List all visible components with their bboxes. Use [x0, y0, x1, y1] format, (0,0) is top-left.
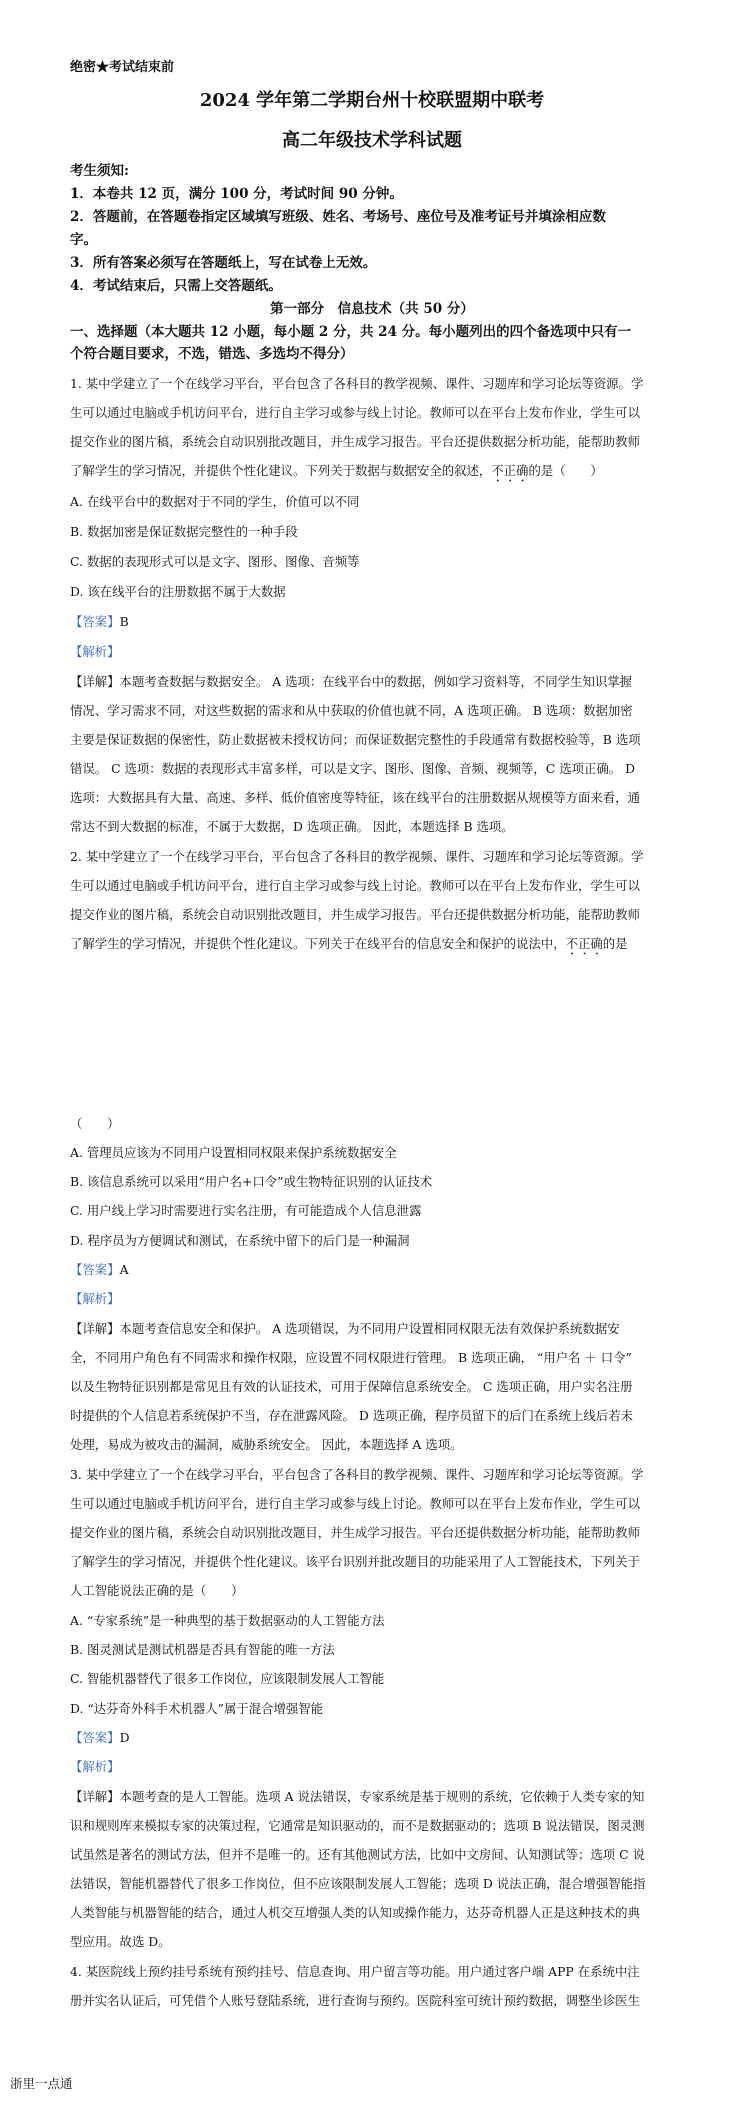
detail-line: 主要是保证数据的保密性，防止数据被未授权访问；而保证数据完整性的手段通常有数据校验等，B 选项 [70, 732, 641, 747]
analysis-label: 【解析】 [70, 1291, 120, 1306]
option-c: C. 智能机器替代了很多工作岗位，应该限制发展人工智能 [70, 1671, 385, 1686]
exam-subtitle: 高二年级技术学科试题 [282, 130, 462, 151]
exam-title: 2024 学年第二学期台州十校联盟期中联考 [199, 90, 545, 111]
question-stem: 4. 某医院线上预约挂号系统有预约挂号、信息查询、用户留言等功能。用户通过客户端 APP 在系统中注 [70, 1964, 640, 1979]
analysis-label: 【解析】 [70, 1759, 120, 1774]
notice-line: 2．答题前，在答题卷指定区域填写班级、姓名、考场号、座位号及准考证号并填涂相应数 [70, 209, 606, 225]
question-stem-last: 了解学生的学习情况，并提供个性化建议。下列关于在线平台的信息安全和保护的说法中，不正确的是 [70, 936, 628, 951]
answer-line [70, 1262, 129, 1278]
notice-line: 3．所有答案必须写在答题纸上，写在试卷上无效。 [70, 255, 377, 271]
section-heading: 一、选择题（本大题共 12 小题，每小题 2 分，共 24 分。每小题列出的四个备选项中只有一 [70, 324, 632, 340]
detail-line: 处理，易成为被攻击的漏洞，威胁系统安全。 因此，本题选择 A 选项。 [70, 1437, 463, 1452]
question-stem-last: 了解学生的学习情况，并提供个性化建议。下列关于数据与数据安全的叙述，不正确的是（ ） [70, 463, 603, 478]
detail-line: 【详解】本题考查信息安全和保护。 A 选项错误，为不同用户设置相同权限无法有效保护系统数据安 [70, 1321, 620, 1336]
option-c: C. 数据的表现形式可以是文字、图形、图像、音频等 [70, 554, 360, 569]
notice-line: 4．考试结束后，只需上交答题纸。 [70, 278, 282, 294]
notice-title: 考生须知: [70, 163, 129, 179]
emphasis-text: 不正确 [565, 936, 603, 951]
question-stem: 2. 某中学建立了一个在线学习平台，平台包含了各科目的教学视频、课件、习题库和学习论坛等资源。学 [70, 849, 644, 864]
question-stem: 人工智能说法正确的是（ ） [70, 1583, 244, 1598]
answer-line [70, 1730, 130, 1746]
question-stem: 提交作业的图片稿，系统会自动识别批改题目，并生成学习报告。平台还提供数据分析功能，能帮助教师 [70, 1525, 640, 1540]
option-b: B. 图灵测试是测试机器是否具有智能的唯一方法 [70, 1642, 335, 1657]
analysis-label: 【解析】 [70, 644, 120, 659]
watermark-text: 浙里一点通 [10, 2076, 73, 2091]
detail-line: 时提供的个人信息若系统保护不当，存在泄露风险。 D 选项正确，程序员留下的后门在系统上线后若未 [70, 1408, 633, 1423]
option-b: B. 该信息系统可以采用“用户名+口令”或生物特征识别的认证技术 [70, 1174, 433, 1189]
question-stem: 生可以通过电脑或手机访问平台，进行自主学习或参与线上讨论。教师可以在平台上发布作业，学生可以 [70, 1496, 640, 1511]
part-heading: 第一部分 信息技术（共 50 分） [270, 301, 474, 317]
detail-line: 错误。 C 选项：数据的表现形式丰富多样，可以是文字、图形、图像、音频、视频等，C 选项正确。 D [70, 761, 636, 776]
question-paren: （ ） [70, 1116, 120, 1131]
option-d: D. 该在线平台的注册数据不属于大数据 [70, 584, 286, 599]
secret-label: 绝密★考试结束前 [70, 60, 175, 75]
answer-value: D [119, 1730, 130, 1745]
detail-line: 法错误，智能机器替代了很多工作岗位，但不应该限制发展人工智能；选项 D 说法正确，混合增强智能指 [70, 1876, 646, 1891]
question-stem: 生可以通过电脑或手机访问平台，进行自主学习或参与线上讨论。教师可以在平台上发布作业，学生可以 [70, 878, 640, 893]
detail-line: 识和规则库来模拟专家的决策过程，它通常是知识驱动的，而不是数据驱动的；选项 B 说法错误，图灵测 [70, 1818, 645, 1833]
section-heading: 个符合题目要求，不选，错选、多选均不得分） [70, 346, 354, 362]
detail-line: 人类智能与机器智能的结合，通过人机交互增强人类的认知或操作能力，达芬奇机器人正是这种技术的典 [70, 1905, 640, 1920]
option-a: A. 管理员应该为不同用户设置相同权限来保护系统数据安全 [70, 1145, 397, 1160]
emphasis-text: 不正确 [491, 463, 529, 478]
answer-line [70, 614, 129, 630]
option-c: C. 用户线上学习时需要进行实名注册，有可能造成个人信息泄露 [70, 1203, 422, 1218]
answer-value: B [119, 614, 129, 629]
notice-line: 1．本卷共 12 页，满分 100 分，考试时间 90 分钟。 [70, 186, 403, 202]
answer-label: 【答案】 [70, 614, 120, 629]
detail-line: 常达不到大数据的标准，不属于大数据，D 选项正确。 因此，本题选择 B 选项。 [70, 819, 514, 834]
detail-line: 全，不同用户角色有不同需求和操作权限，应设置不同权限进行管理。 B 选项正确， “用户名 ＋ 口令” [70, 1350, 632, 1365]
option-b: B. 数据加密是保证数据完整性的一种手段 [70, 524, 298, 539]
question-stem: 册并实名认证后，可凭借个人账号登陆系统，进行查询与预约。医院科室可统计预约数据，调整坐诊医生 [70, 1993, 640, 2008]
question-stem: 生可以通过电脑或手机访问平台，进行自主学习或参与线上讨论。教师可以在平台上发布作业，学生可以 [70, 405, 640, 420]
answer-label: 【答案】 [70, 1262, 120, 1277]
question-stem: 3. 某中学建立了一个在线学习平台，平台包含了各科目的教学视频、课件、习题库和学习论坛等资源。学 [70, 1467, 644, 1482]
detail-line: 【详解】本题考查数据与数据安全。 A 选项：在线平台中的数据，例如学习资料等，不同学生知识掌握 [70, 674, 633, 689]
notice-line: 字。 [70, 232, 97, 248]
question-stem: 了解学生的学习情况，并提供个性化建议。该平台识别并批改题目的功能采用了人工智能技术，下列关于 [70, 1554, 640, 1569]
option-d: D. 程序员为方便调试和测试，在系统中留下的后门是一种漏洞 [70, 1233, 410, 1248]
answer-value: A [119, 1262, 129, 1277]
detail-line: 试虽然是著名的测试方法，但并不是唯一的。还有其他测试方法，比如中文房间、认知测试等；选项 C 说 [70, 1847, 645, 1862]
option-a: A. “专家系统”是一种典型的基于数据驱动的人工智能方法 [70, 1613, 385, 1628]
question-stem: 提交作业的图片稿，系统会自动识别批改题目，并生成学习报告。平台还提供数据分析功能，能帮助教师 [70, 907, 640, 922]
detail-line: 选项：大数据具有大量、高速、多样、低价值密度等特征，该在线平台的注册数据从规模等方面来看，通 [70, 790, 640, 805]
answer-label: 【答案】 [70, 1730, 120, 1745]
detail-line: 型应用。故选 D。 [70, 1934, 171, 1949]
detail-line: 【详解】本题考查的是人工智能。选项 A 说法错误，专家系统是基于规则的系统，它依赖于人类专家的知 [70, 1789, 645, 1804]
blank-space [70, 940, 680, 1110]
question-stem: 提交作业的图片稿，系统会自动识别批改题目，并生成学习报告。平台还提供数据分析功能，能帮助教师 [70, 434, 640, 449]
option-a: A. 在线平台中的数据对于不同的学生，价值可以不同 [70, 494, 360, 509]
option-d: D. “达芬奇外科手术机器人”属于混合增强智能 [70, 1701, 324, 1716]
question-stem: 1. 某中学建立了一个在线学习平台，平台包含了各科目的教学视频、课件、习题库和学习论坛等资源。学 [70, 376, 644, 391]
detail-line: 以及生物特征识别都是常见且有效的认证技术，可用于保障信息系统安全。 C 选项正确，用户实名注册 [70, 1379, 633, 1394]
detail-line: 情况、学习需求不同，对这些数据的需求和从中获取的价值也就不同，A 选项正确。 B 选项：数据加密 [70, 703, 633, 718]
